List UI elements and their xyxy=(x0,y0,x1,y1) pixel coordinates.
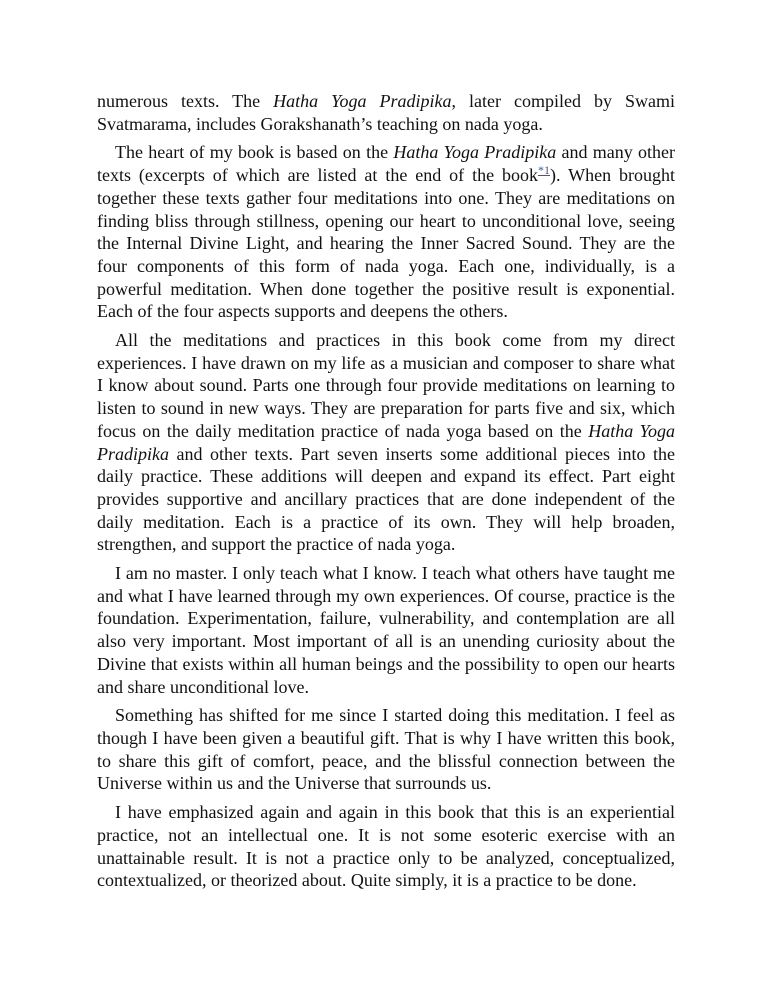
paragraph-1 xyxy=(97,90,675,135)
text-run: I am no master. I only teach what I know. I teach what others have taught me and what I have learned through my own experiences. Of course, practice is the foundation. Experimentation, failure, vulnerability, and contemplation are all also very important. Most important of all is an unending curiosity about the Divine that exists within all human beings and the possibility to open our hearts and share unconditional love. xyxy=(97,563,675,697)
paragraph-6 xyxy=(97,801,675,892)
italic-title: Hatha Yoga Pradipika xyxy=(273,91,452,111)
italic-title: Hatha Yoga Pradipika xyxy=(393,142,557,163)
text-run: numerous texts. The xyxy=(97,91,274,111)
text-run: ). When brought together these texts gather four meditations into one. They are meditations on finding bliss through stillness, opening our heart to unconditional love, seeing the Internal Divine Light, and hearing the Inner Sacred Sound. They are the four components of this form of nada yoga. Each one, individually, is a powerful meditation. When done together the positive result is exponential. Each of the four aspects supports and deepens the others. xyxy=(97,165,675,322)
footnote-link[interactable]: *1 xyxy=(538,163,550,178)
paragraph-3 xyxy=(97,329,675,556)
paragraph-2 xyxy=(97,141,675,323)
page-body xyxy=(97,90,675,892)
paragraph-4 xyxy=(97,562,675,698)
text-run: Something has shifted for me since I started doing this meditation. I feel as though I have been given a beautiful gift. That is why I have written this book, to share this gift of comfort, peace, and the blissful connection between the Universe within us and the Universe that surrounds us. xyxy=(97,705,675,794)
text-run: All the meditations and practices in this book come from my direct experiences. I have drawn on my life as a musician and composer to share what I know about sound. Parts one through four provide meditations on learning to listen to sound in new ways. They are preparation for parts five and six, which focus on the daily meditation practice of nada yoga based on the xyxy=(97,330,675,441)
paragraph-5 xyxy=(97,704,675,795)
text-run: I have emphasized again and again in this book that this is an experiential practice, not an intellectual one. It is not some esoteric exercise with an unattainable result. It is not a practice only to be analyzed, conceptualized, contextualized, or theorized about. Quite simply, it is a practice to be done. xyxy=(97,802,675,891)
text-run: The heart of my book is based on the xyxy=(115,142,394,163)
italic-title: Hatha Yoga Pradipika xyxy=(97,420,676,464)
text-run: , later compiled by Swami Svatmarama, includes Gorakshanath’s teaching on nada yoga. xyxy=(97,91,675,134)
text-run: and many other texts (excerpts of which are listed at the end of the book xyxy=(97,142,675,186)
text-run: and other texts. Part seven inserts some additional pieces into the daily practice. These additions will deepen and expand its effect. Part eight provides supportive and ancillary practices that are done independent of the daily meditation. Each is a practice of its own. They will help broaden, strengthen, and support the practice of nada yoga. xyxy=(97,443,675,555)
